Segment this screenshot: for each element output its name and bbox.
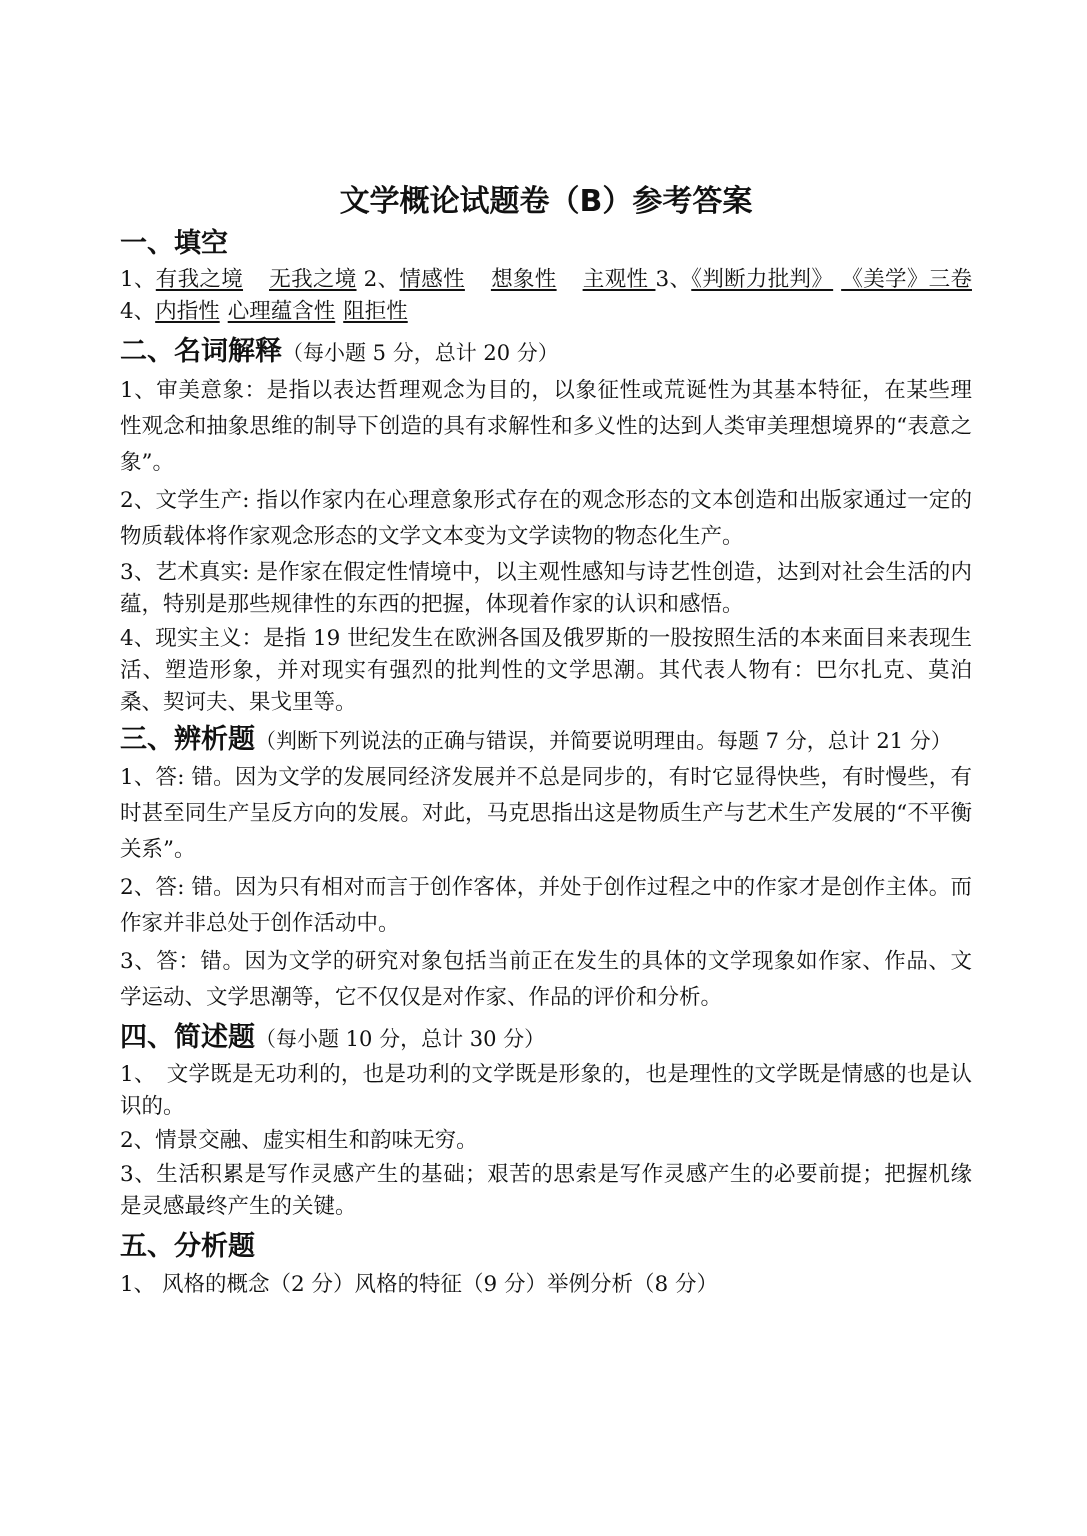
answer-blank: 心理蕴含性: [227, 299, 336, 324]
answer-paragraph: 1、审美意象：是指以表达哲理观念为目的，以象征性或荒诞性为其基本特征，在某些理性观念和抽象思维的制导下创造的具有求解性和多义性的达到人类审美理想境界的“表意之象”。: [120, 378, 972, 475]
item-number: 2、: [356, 267, 400, 292]
answer-paragraph: 3、艺术真实: 是作家在假定性情境中，以主观性感知与诗艺性创造，达到对社会生活的内蕴，特别是那些规律性的东西的把握，体现着作家的认识和感悟。: [120, 560, 972, 617]
section-note: （每小题 5 分，总计 20 分）: [282, 341, 559, 365]
section-heading-text: 二、名词解释: [120, 336, 282, 367]
answer-blank: 有我之境: [155, 267, 244, 292]
section-heading-text: 三、辨析题: [120, 724, 255, 755]
section-heading-fill: [120, 224, 972, 264]
answer-blank: 主观性: [582, 267, 656, 292]
fill-answers: [120, 264, 972, 328]
section-heading-text: 四、简述题: [120, 1022, 255, 1053]
answer-paragraph: 4、现实主义：是指 19 世纪发生在欧洲各国及俄罗斯的一股按照生活的本来面目来表现生活、塑造形象，并对现实有强烈的批判性的文学思潮。其代表人物有：巴尔扎克、莫泊桑、契诃夫、果戈里等。: [120, 626, 972, 715]
answer-blank: 阻拒性: [343, 299, 408, 324]
answer-paragraph: 2、情景交融、虚实相生和韵味无穷。: [120, 1128, 478, 1153]
answer-paragraph: 3、生活积累是写作灵感产生的基础；艰苦的思索是写作灵感产生的必要前提；把握机缘是灵感最终产生的关键。: [120, 1162, 972, 1219]
answer-blank: 内指性: [155, 299, 220, 324]
answer-paragraph: 2、文学生产: 指以作家内在心理意象形式存在的观念形态的文本创造和出版家通过一定的物质载体将作家观念形态的文学文本变为文学读物的物态化生产。: [120, 488, 972, 549]
section-heading-text: 五、分析题: [120, 1231, 255, 1262]
answer-paragraph: 2、答: 错。因为只有相对而言于创作客体，并处于创作过程之中的作家才是创作主体。而作家并非总处于创作活动中。: [120, 875, 972, 936]
page-title: 文学概论试题卷（B）参考答案: [339, 184, 753, 219]
answer-blank: 无我之境: [269, 267, 357, 292]
item-number: 3、: [655, 267, 692, 292]
document-page: [120, 180, 972, 1305]
answer-paragraph: 1、答: 错。因为文学的发展同经济发展并不总是同步的，有时它显得快些，有时慢些，有时甚至同生产呈反方向的发展。对此，马克思指出这是物质生产与艺术生产发展的“不平衡关系”。: [120, 765, 972, 862]
answer-paragraph: 1、 风格的概念（2 分）风格的特征（9 分）举例分析（8 分）: [120, 1272, 719, 1297]
item-number: 1、: [120, 267, 156, 292]
section-heading-analysis: [120, 721, 972, 760]
answer-paragraph: 1、 文学既是无功利的，也是功利的文学既是形象的，也是理性的文学既是情感的也是认识的。: [120, 1062, 972, 1119]
section-note: （每小题 10 分，总计 30 分）: [255, 1027, 546, 1051]
section-heading-short-answer: [120, 1018, 972, 1059]
section-heading-text: 一、填空: [120, 228, 228, 259]
answer-blank: 《美学》三卷: [841, 267, 972, 292]
answer-blank: 《判断力批判》: [691, 267, 834, 292]
section-heading-terms: [120, 332, 972, 373]
answer-blank: 情感性: [399, 267, 465, 292]
section-heading-essay: [120, 1227, 972, 1267]
answer-paragraph: 3、答：错。因为文学的研究对象包括当前正在发生的具体的文学现象如作家、作品、文学运动、文学思潮等，它不仅仅是对作家、作品的评价和分析。: [120, 949, 972, 1010]
item-number: 4、: [120, 299, 156, 324]
section-note: （判断下列说法的正确与错误，并简要说明理由。每题 7 分，总计 21 分）: [255, 729, 952, 753]
answer-blank: 想象性: [490, 267, 557, 292]
